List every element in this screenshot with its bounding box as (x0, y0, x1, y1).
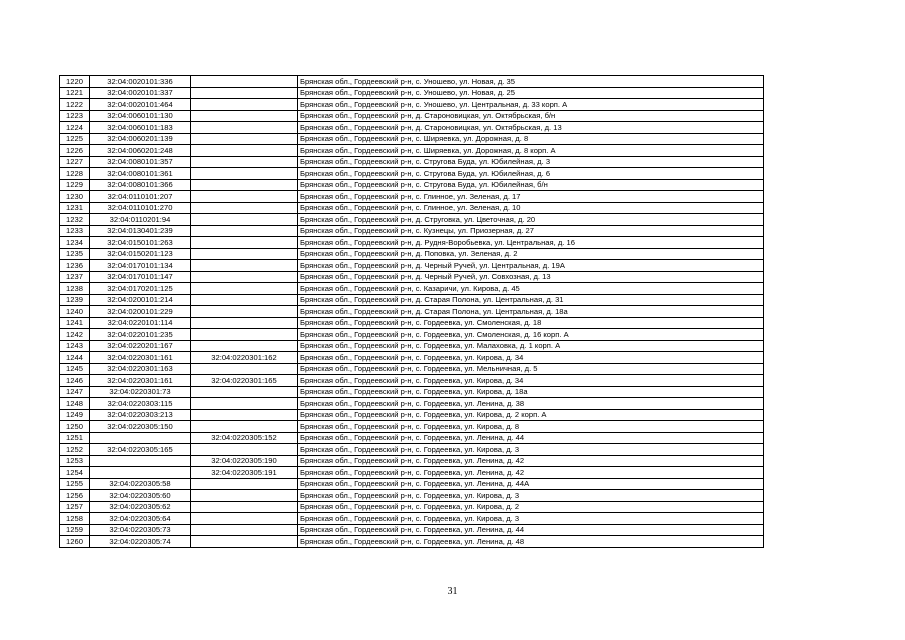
cadastral-number-cell: 32:04:0110101:207 (90, 191, 191, 203)
table-row (60, 191, 764, 203)
address-cell: Брянская обл., Гордеевский р-н, с. Гордеевка, ул. Кирова, д. 2 корп. А (298, 409, 764, 421)
row-number-cell: 1257 (60, 501, 90, 513)
row-number-cell: 1256 (60, 490, 90, 502)
address-cell: Брянская обл., Гордеевский р-н, с. Гордеевка, ул. Кирова, д. 8 (298, 421, 764, 433)
table-row (60, 409, 764, 421)
table-row (60, 386, 764, 398)
table-row (60, 329, 764, 341)
address-cell: Брянская обл., Гордеевский р-н, д. Староновицкая, ул. Октябрьская, д. 13 (298, 122, 764, 134)
table-row (60, 99, 764, 111)
cadastral-number-cell: 32:04:0110201:94 (90, 214, 191, 226)
row-number-cell: 1227 (60, 156, 90, 168)
address-cell: Брянская обл., Гордеевский р-н, с. Ширяевка, ул. Дорожная, д. 8 корп. А (298, 145, 764, 157)
page-number: 31 (447, 586, 458, 597)
table-row (60, 87, 764, 99)
cadastral-number-cell: 32:04:0060101:130 (90, 110, 191, 122)
row-number-cell: 1250 (60, 421, 90, 433)
row-number-cell: 1252 (60, 444, 90, 456)
related-cadastral-number-cell (191, 524, 298, 536)
row-number-cell: 1234 (60, 237, 90, 249)
cadastral-number-cell: 32:04:0020101:336 (90, 76, 191, 88)
table-row (60, 421, 764, 433)
row-number-cell: 1221 (60, 87, 90, 99)
table-row (60, 363, 764, 375)
address-cell: Брянская обл., Гордеевский р-н, д. Струговка, ул. Цветочная, д. 20 (298, 214, 764, 226)
related-cadastral-number-cell (191, 306, 298, 318)
cadastral-number-cell: 32:04:0220301:161 (90, 375, 191, 387)
registry-table (59, 75, 764, 548)
table-row (60, 179, 764, 191)
table-row (60, 156, 764, 168)
table-row (60, 260, 764, 272)
cadastral-number-cell: 32:04:0200101:214 (90, 294, 191, 306)
address-cell: Брянская обл., Гордеевский р-н, с. Гордеевка, ул. Кирова, д. 34 (298, 352, 764, 364)
cadastral-number-cell: 32:04:0200101:229 (90, 306, 191, 318)
related-cadastral-number-cell (191, 501, 298, 513)
related-cadastral-number-cell (191, 156, 298, 168)
row-number-cell: 1255 (60, 478, 90, 490)
cadastral-number-cell: 32:04:0220305:165 (90, 444, 191, 456)
related-cadastral-number-cell (191, 421, 298, 433)
table-row (60, 490, 764, 502)
row-number-cell: 1239 (60, 294, 90, 306)
cadastral-number-cell: 32:04:0220301:161 (90, 352, 191, 364)
related-cadastral-number-cell (191, 340, 298, 352)
cadastral-number-cell: 32:04:0220303:115 (90, 398, 191, 410)
cadastral-number-cell: 32:04:0060201:139 (90, 133, 191, 145)
table-row (60, 513, 764, 525)
row-number-cell: 1246 (60, 375, 90, 387)
cadastral-number-cell: 32:04:0130401:239 (90, 225, 191, 237)
row-number-cell: 1223 (60, 110, 90, 122)
address-cell: Брянская обл., Гордеевский р-н, с. Гордеевка, ул. Ленина, д. 44 (298, 432, 764, 444)
table-row (60, 237, 764, 249)
address-cell: Брянская обл., Гордеевский р-н, с. Гордеевка, ул. Кирова, д. 2 (298, 501, 764, 513)
address-cell: Брянская обл., Гордеевский р-н, с. Уношево, ул. Новая, д. 25 (298, 87, 764, 99)
related-cadastral-number-cell (191, 168, 298, 180)
related-cadastral-number-cell (191, 490, 298, 502)
table-row (60, 283, 764, 295)
address-cell: Брянская обл., Гордеевский р-н, с. Гордеевка, ул. Кирова, д. 18а (298, 386, 764, 398)
cadastral-number-cell: 32:04:0220303:213 (90, 409, 191, 421)
related-cadastral-number-cell (191, 271, 298, 283)
related-cadastral-number-cell (191, 536, 298, 548)
address-cell: Брянская обл., Гордеевский р-н, с. Гордеевка, ул. Кирова, д. 3 (298, 490, 764, 502)
related-cadastral-number-cell (191, 110, 298, 122)
row-number-cell: 1259 (60, 524, 90, 536)
related-cadastral-number-cell (191, 133, 298, 145)
row-number-cell: 1220 (60, 76, 90, 88)
related-cadastral-number-cell (191, 76, 298, 88)
row-number-cell: 1258 (60, 513, 90, 525)
cadastral-number-cell: 32:04:0080101:366 (90, 179, 191, 191)
row-number-cell: 1260 (60, 536, 90, 548)
cadastral-number-cell (90, 432, 191, 444)
row-number-cell: 1232 (60, 214, 90, 226)
address-cell: Брянская обл., Гордеевский р-н, д. Староновицкая, ул. Октябрьская, б/н (298, 110, 764, 122)
table-row (60, 122, 764, 134)
related-cadastral-number-cell (191, 237, 298, 249)
row-number-cell: 1229 (60, 179, 90, 191)
table-row (60, 271, 764, 283)
related-cadastral-number-cell (191, 398, 298, 410)
cadastral-number-cell: 32:04:0220301:73 (90, 386, 191, 398)
registry-table-body (60, 76, 764, 548)
address-cell: Брянская обл., Гордеевский р-н, д. Старая Полона, ул. Центральная, д. 31 (298, 294, 764, 306)
row-number-cell: 1254 (60, 467, 90, 479)
cadastral-number-cell: 32:04:0220101:114 (90, 317, 191, 329)
cadastral-number-cell: 32:04:0220305:64 (90, 513, 191, 525)
address-cell: Брянская обл., Гордеевский р-н, с. Гордеевка, ул. Ленина, д. 42 (298, 455, 764, 467)
table-row (60, 501, 764, 513)
cadastral-number-cell: 32:04:0150101:263 (90, 237, 191, 249)
row-number-cell: 1238 (60, 283, 90, 295)
address-cell: Брянская обл., Гордеевский р-н, с. Гордеевка, ул. Смоленская, д. 16 корп. А (298, 329, 764, 341)
row-number-cell: 1237 (60, 271, 90, 283)
address-cell: Брянская обл., Гордеевский р-н, с. Гордеевка, ул. Ленина, д. 48 (298, 536, 764, 548)
related-cadastral-number-cell (191, 260, 298, 272)
address-cell: Брянская обл., Гордеевский р-н, с. Гордеевка, ул. Ленина, д. 44 (298, 524, 764, 536)
row-number-cell: 1236 (60, 260, 90, 272)
address-cell: Брянская обл., Гордеевский р-н, с. Гордеевка, ул. Ленина, д. 44А (298, 478, 764, 490)
table-row (60, 398, 764, 410)
table-row (60, 145, 764, 157)
row-number-cell: 1240 (60, 306, 90, 318)
cadastral-number-cell: 32:04:0170201:125 (90, 283, 191, 295)
cadastral-number-cell: 32:04:0060201:248 (90, 145, 191, 157)
table-row (60, 110, 764, 122)
cadastral-number-cell: 32:04:0220305:74 (90, 536, 191, 548)
table-row (60, 524, 764, 536)
related-cadastral-number-cell (191, 283, 298, 295)
address-cell: Брянская обл., Гордеевский р-н, с. Стругова Буда, ул. Юбилейная, б/н (298, 179, 764, 191)
address-cell: Брянская обл., Гордеевский р-н, с. Ширяевка, ул. Дорожная, д. 8 (298, 133, 764, 145)
address-cell: Брянская обл., Гордеевский р-н, с. Кузнецы, ул. Приозерная, д. 27 (298, 225, 764, 237)
table-row (60, 317, 764, 329)
row-number-cell: 1247 (60, 386, 90, 398)
cadastral-number-cell: 32:04:0220301:163 (90, 363, 191, 375)
row-number-cell: 1235 (60, 248, 90, 260)
related-cadastral-number-cell (191, 99, 298, 111)
row-number-cell: 1242 (60, 329, 90, 341)
table-row (60, 467, 764, 479)
related-cadastral-number-cell (191, 145, 298, 157)
address-cell: Брянская обл., Гордеевский р-н, с. Гордеевка, ул. Малаховка, д. 1 корп. А (298, 340, 764, 352)
cadastral-number-cell: 32:04:0170101:147 (90, 271, 191, 283)
related-cadastral-number-cell: 32:04:0220305:152 (191, 432, 298, 444)
address-cell: Брянская обл., Гордеевский р-н, с. Гордеевка, ул. Мельничная, д. 5 (298, 363, 764, 375)
related-cadastral-number-cell (191, 248, 298, 260)
address-cell: Брянская обл., Гордеевский р-н, с. Гордеевка, ул. Кирова, д. 3 (298, 444, 764, 456)
cadastral-number-cell: 32:04:0020101:337 (90, 87, 191, 99)
cadastral-number-cell: 32:04:0220305:62 (90, 501, 191, 513)
table-row (60, 168, 764, 180)
cadastral-number-cell: 32:04:0220305:150 (90, 421, 191, 433)
row-number-cell: 1251 (60, 432, 90, 444)
row-number-cell: 1233 (60, 225, 90, 237)
cadastral-number-cell (90, 455, 191, 467)
table-row (60, 214, 764, 226)
cadastral-number-cell: 32:04:0220305:58 (90, 478, 191, 490)
cadastral-number-cell: 32:04:0220305:73 (90, 524, 191, 536)
cadastral-number-cell: 32:04:0220201:167 (90, 340, 191, 352)
related-cadastral-number-cell (191, 444, 298, 456)
cadastral-number-cell: 32:04:0080101:357 (90, 156, 191, 168)
table-row (60, 133, 764, 145)
row-number-cell: 1243 (60, 340, 90, 352)
row-number-cell: 1225 (60, 133, 90, 145)
table-row (60, 306, 764, 318)
address-cell: Брянская обл., Гордеевский р-н, с. Гордеевка, ул. Ленина, д. 38 (298, 398, 764, 410)
related-cadastral-number-cell (191, 87, 298, 99)
related-cadastral-number-cell (191, 202, 298, 214)
address-cell: Брянская обл., Гордеевский р-н, с. Стругова Буда, ул. Юбилейная, д. 3 (298, 156, 764, 168)
row-number-cell: 1231 (60, 202, 90, 214)
related-cadastral-number-cell (191, 478, 298, 490)
row-number-cell: 1228 (60, 168, 90, 180)
row-number-cell: 1245 (60, 363, 90, 375)
cadastral-number-cell: 32:04:0220305:60 (90, 490, 191, 502)
address-cell: Брянская обл., Гордеевский р-н, с. Гордеевка, ул. Смоленская, д. 18 (298, 317, 764, 329)
related-cadastral-number-cell (191, 329, 298, 341)
related-cadastral-number-cell (191, 513, 298, 525)
row-number-cell: 1244 (60, 352, 90, 364)
related-cadastral-number-cell: 32:04:0220305:190 (191, 455, 298, 467)
table-row (60, 294, 764, 306)
row-number-cell: 1253 (60, 455, 90, 467)
table-row (60, 202, 764, 214)
table-row (60, 248, 764, 260)
table-row (60, 225, 764, 237)
cadastral-number-cell: 32:04:0110101:270 (90, 202, 191, 214)
cadastral-number-cell: 32:04:0020101:464 (90, 99, 191, 111)
related-cadastral-number-cell (191, 409, 298, 421)
row-number-cell: 1248 (60, 398, 90, 410)
address-cell: Брянская обл., Гордеевский р-н, с. Стругова Буда, ул. Юбилейная, д. 6 (298, 168, 764, 180)
related-cadastral-number-cell: 32:04:0220301:165 (191, 375, 298, 387)
related-cadastral-number-cell (191, 386, 298, 398)
related-cadastral-number-cell: 32:04:0220305:191 (191, 467, 298, 479)
cadastral-number-cell: 32:04:0150201:123 (90, 248, 191, 260)
related-cadastral-number-cell (191, 294, 298, 306)
related-cadastral-number-cell (191, 225, 298, 237)
cadastral-number-cell (90, 467, 191, 479)
table-row (60, 340, 764, 352)
related-cadastral-number-cell (191, 191, 298, 203)
row-number-cell: 1226 (60, 145, 90, 157)
address-cell: Брянская обл., Гордеевский р-н, с. Глинное, ул. Зеленая, д. 17 (298, 191, 764, 203)
table-row (60, 375, 764, 387)
table-row (60, 76, 764, 88)
address-cell: Брянская обл., Гордеевский р-н, с. Глинное, ул. Зеленая, д. 10 (298, 202, 764, 214)
row-number-cell: 1249 (60, 409, 90, 421)
address-cell: Брянская обл., Гордеевский р-н, д. Рудня-Воробьевка, ул. Центральная, д. 16 (298, 237, 764, 249)
table-row (60, 352, 764, 364)
table-row (60, 478, 764, 490)
address-cell: Брянская обл., Гордеевский р-н, с. Казаричи, ул. Кирова, д. 45 (298, 283, 764, 295)
table-row (60, 432, 764, 444)
address-cell: Брянская обл., Гордеевский р-н, с. Уношево, ул. Новая, д. 35 (298, 76, 764, 88)
address-cell: Брянская обл., Гордеевский р-н, с. Уношево, ул. Центральная, д. 33 корп. А (298, 99, 764, 111)
address-cell: Брянская обл., Гордеевский р-н, с. Гордеевка, ул. Ленина, д. 42 (298, 467, 764, 479)
row-number-cell: 1222 (60, 99, 90, 111)
cadastral-number-cell: 32:04:0060101:183 (90, 122, 191, 134)
cadastral-number-cell: 32:04:0080101:361 (90, 168, 191, 180)
cadastral-number-cell: 32:04:0170101:134 (90, 260, 191, 272)
address-cell: Брянская обл., Гордеевский р-н, с. Гордеевка, ул. Кирова, д. 34 (298, 375, 764, 387)
address-cell: Брянская обл., Гордеевский р-н, д. Черный Ручей, ул. Совхозная, д. 13 (298, 271, 764, 283)
related-cadastral-number-cell (191, 122, 298, 134)
row-number-cell: 1230 (60, 191, 90, 203)
related-cadastral-number-cell (191, 317, 298, 329)
row-number-cell: 1224 (60, 122, 90, 134)
row-number-cell: 1241 (60, 317, 90, 329)
address-cell: Брянская обл., Гордеевский р-н, д. Старая Полона, ул. Центральная, д. 18а (298, 306, 764, 318)
table-row (60, 444, 764, 456)
related-cadastral-number-cell: 32:04:0220301:162 (191, 352, 298, 364)
related-cadastral-number-cell (191, 214, 298, 226)
related-cadastral-number-cell (191, 179, 298, 191)
related-cadastral-number-cell (191, 363, 298, 375)
address-cell: Брянская обл., Гордеевский р-н, д. Черный Ручей, ул. Центральная, д. 19А (298, 260, 764, 272)
address-cell: Брянская обл., Гордеевский р-н, д. Поповка, ул. Зеленая, д. 2 (298, 248, 764, 260)
table-row (60, 455, 764, 467)
cadastral-number-cell: 32:04:0220101:235 (90, 329, 191, 341)
address-cell: Брянская обл., Гордеевский р-н, с. Гордеевка, ул. Кирова, д. 3 (298, 513, 764, 525)
table-row (60, 536, 764, 548)
